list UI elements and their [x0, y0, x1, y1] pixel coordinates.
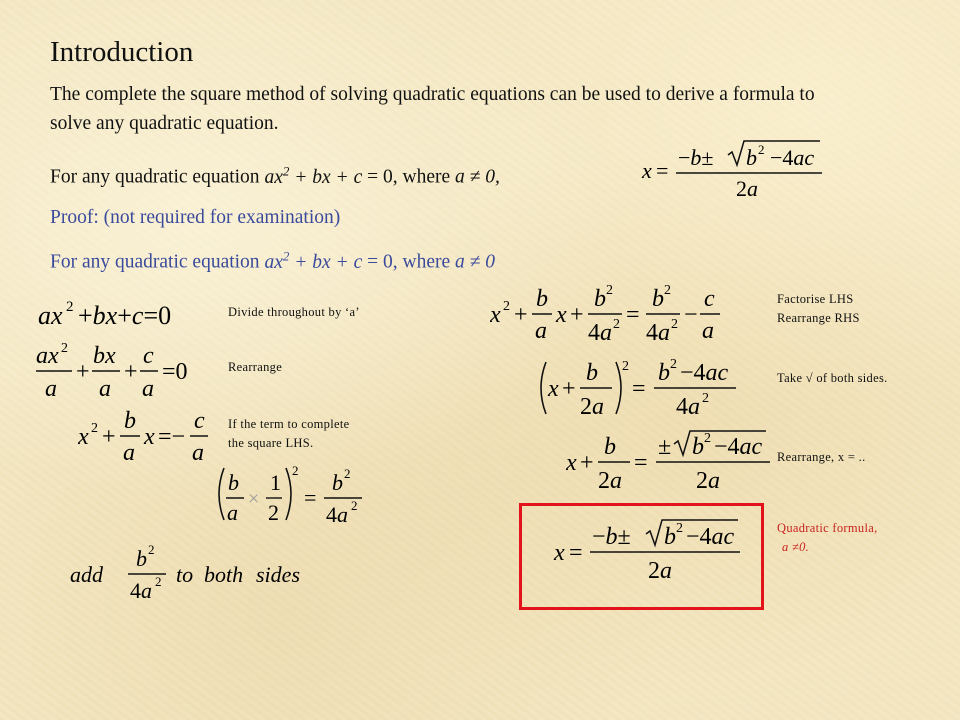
svg-text:−4ac: −4ac [686, 524, 735, 550]
svg-text:x: x [566, 450, 577, 476]
svg-text:x: x [642, 158, 652, 183]
svg-text:=: = [626, 302, 640, 328]
svg-text:1: 1 [270, 470, 281, 495]
svg-text:2: 2 [91, 421, 98, 436]
svg-text:−4ac: −4ac [680, 360, 729, 386]
svg-text:x: x [554, 540, 565, 566]
svg-text:b: b [664, 524, 676, 550]
svg-text:c: c [194, 408, 205, 434]
svg-text:2: 2 [66, 299, 74, 315]
svg-text:b: b [228, 470, 239, 495]
svg-text:4a: 4a [588, 320, 612, 344]
svg-text:a: a [123, 440, 135, 466]
svg-text:b: b [594, 286, 606, 312]
proof-statement: For any quadratic equation $ax^2$ + bx + c = 0, where a ≠ 0 [50, 248, 495, 273]
svg-text:ax: ax [38, 301, 63, 330]
svg-text:−b±: −b± [678, 145, 714, 170]
equation-add-to-both-sides [66, 540, 326, 606]
svg-text:c: c [143, 343, 154, 369]
svg-text:b: b [692, 434, 704, 460]
proof-prefix: For any quadratic equation [50, 251, 265, 273]
svg-text:2: 2 [702, 391, 709, 406]
both-word: both [204, 562, 244, 587]
proof-suffix: , where [392, 251, 455, 273]
svg-text:a: a [192, 440, 204, 466]
equation-general [36, 296, 196, 332]
svg-text:c: c [704, 286, 715, 312]
note-rearrange-x: Rearrange, x = .. [777, 450, 866, 464]
svg-text:a: a [99, 376, 111, 402]
svg-text:a: a [142, 376, 154, 402]
svg-text:b: b [746, 145, 757, 170]
svg-text:2: 2 [613, 317, 620, 332]
svg-text:=−: =− [158, 424, 186, 450]
svg-text:x: x [78, 424, 89, 450]
equation-rearranged [78, 408, 218, 468]
svg-text:4a: 4a [676, 394, 700, 420]
svg-text:2a: 2a [736, 176, 758, 201]
svg-text:b: b [136, 546, 147, 571]
note-factorise-lhs: Factorise LHS [777, 292, 854, 306]
svg-text:4a: 4a [326, 502, 348, 527]
equation-square-root [566, 428, 776, 496]
svg-text:2a: 2a [696, 468, 720, 494]
svg-text:+bx+c=0: +bx+c=0 [78, 301, 172, 330]
svg-text:=: = [632, 376, 646, 402]
svg-text:a: a [702, 318, 714, 344]
note-take-root: Take √ of both sides. [777, 371, 888, 385]
proof-heading: Proof: (not required for examination) [50, 207, 341, 228]
note-complete-square-line2: the square LHS. [228, 436, 314, 450]
statement-condition: a ≠ 0, [455, 166, 500, 188]
svg-text:b: b [124, 408, 136, 434]
svg-text:=0: =0 [162, 359, 188, 385]
svg-text:2a: 2a [580, 394, 604, 420]
svg-text:+: + [570, 302, 584, 328]
svg-text:b: b [332, 470, 343, 495]
svg-text:b: b [586, 360, 598, 386]
quadratic-formula-final [552, 516, 752, 588]
svg-text:ax: ax [36, 343, 59, 369]
svg-text:b: b [658, 360, 670, 386]
svg-text:b: b [536, 286, 548, 312]
svg-text:2: 2 [344, 466, 351, 481]
svg-text:=: = [634, 450, 648, 476]
statement-prefix: For any quadratic equation [50, 166, 265, 188]
svg-text:2: 2 [676, 521, 683, 536]
svg-text:±: ± [658, 434, 672, 460]
svg-text:+: + [102, 424, 116, 450]
svg-text:2: 2 [664, 283, 671, 298]
note-rearrange-rhs: Rearrange RHS [777, 311, 860, 325]
svg-text:−: − [684, 302, 698, 328]
statement-equation: $ax^2$ + bx + c [264, 163, 363, 188]
svg-text:b: b [604, 434, 616, 460]
svg-text:2a: 2a [648, 558, 672, 584]
svg-text:=: = [569, 540, 583, 566]
note-rearrange: Rearrange [228, 360, 283, 374]
svg-text:2a: 2a [598, 468, 622, 494]
svg-text:bx: bx [93, 343, 116, 369]
note-complete-square-line1: If the term to complete [228, 417, 350, 431]
svg-text:2: 2 [503, 299, 510, 314]
proof-condition: a ≠ 0 [455, 251, 495, 273]
svg-text:4a: 4a [646, 320, 670, 344]
equation-completed-square [490, 282, 730, 344]
svg-text:=: = [304, 485, 317, 510]
note-qf-line1: Quadratic formula, [777, 521, 878, 535]
intro-paragraph: The complete the square method of solving quadratic equations can be used to derive a formula to solve any quadratic equation. [50, 84, 815, 134]
svg-text:2: 2 [606, 283, 613, 298]
svg-text:2: 2 [351, 498, 358, 513]
svg-text:+: + [124, 359, 138, 385]
svg-text:2: 2 [148, 542, 155, 557]
svg-text:a: a [535, 318, 547, 344]
note-complete-square [228, 415, 349, 453]
svg-text:b: b [652, 286, 664, 312]
svg-text:+: + [562, 376, 576, 402]
svg-text:a: a [227, 500, 238, 525]
equation-factorised [536, 354, 746, 422]
svg-text:2: 2 [758, 142, 765, 157]
equation-half-coefficient [214, 458, 374, 534]
svg-text:a: a [45, 376, 57, 402]
svg-text:−4ac: −4ac [770, 145, 815, 170]
svg-text:x: x [490, 302, 501, 328]
note-factorise [777, 290, 860, 328]
svg-text:×: × [248, 488, 260, 510]
quadratic-statement: For any quadratic equation $ax^2$ + bx + c = 0, where a ≠ 0, [50, 163, 500, 188]
note-quadratic-formula [777, 519, 878, 557]
svg-text:−b±: −b± [592, 524, 631, 550]
sides-word: sides [256, 562, 300, 587]
add-word: add [70, 562, 103, 587]
equation-divided [36, 340, 196, 402]
svg-text:−4ac: −4ac [714, 434, 763, 460]
svg-text:2: 2 [61, 341, 68, 356]
proof-equation: $ax^2$ + bx + c [264, 248, 363, 273]
statement-suffix: , where [392, 166, 455, 188]
svg-text:4a: 4a [130, 578, 152, 603]
svg-text:x: x [144, 424, 155, 450]
note-divide: Divide throughout by ‘a’ [228, 305, 360, 319]
quadratic-formula-top [640, 138, 830, 202]
svg-text:2: 2 [622, 359, 629, 374]
note-qf-line2: a ≠0. [782, 540, 810, 554]
svg-text:x: x [556, 302, 567, 328]
svg-text:=: = [656, 158, 669, 183]
svg-text:+: + [580, 450, 594, 476]
svg-text:2: 2 [704, 431, 711, 446]
to-word: to [176, 562, 194, 587]
svg-text:x: x [548, 376, 559, 402]
svg-text:2: 2 [292, 463, 299, 478]
svg-text:+: + [76, 359, 90, 385]
slide-title: Introduction [50, 36, 194, 68]
svg-text:2: 2 [155, 574, 162, 589]
svg-text:2: 2 [670, 357, 677, 372]
svg-text:2: 2 [671, 317, 678, 332]
svg-text:+: + [514, 302, 528, 328]
svg-text:2: 2 [268, 500, 279, 525]
